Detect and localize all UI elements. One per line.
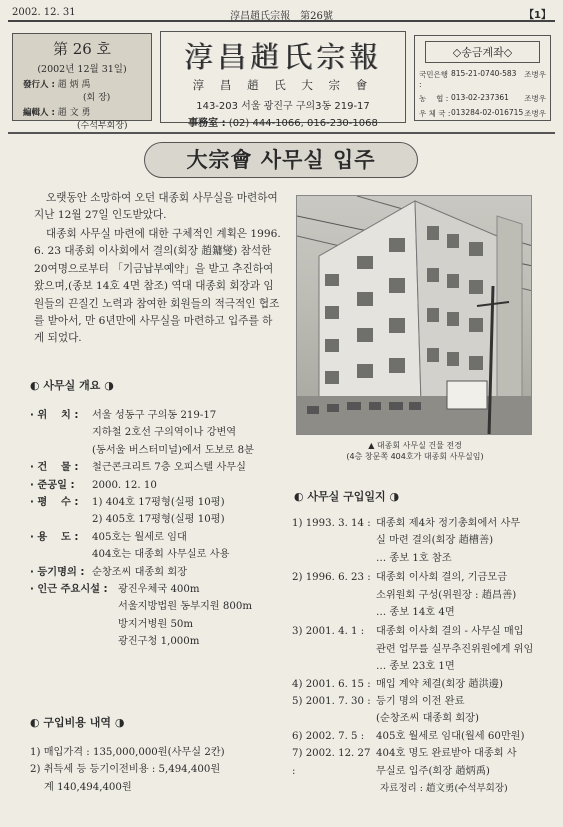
history-text: 등기 명의 이전 완료: [376, 696, 465, 708]
history-date: 4) 2001. 6. 15 :: [292, 678, 371, 690]
masthead-divider: [8, 132, 555, 134]
item-value: 순창조씨 대종회 회장: [92, 566, 188, 578]
item-value: 404호는 대종회 사무실로 사용: [92, 549, 230, 561]
bank-name: 국민은행 :: [419, 70, 448, 89]
office-address: 143-203 서울 광진구 구의3동 219-17: [196, 101, 370, 112]
history-item: [292, 745, 542, 780]
bank-row: [415, 91, 550, 106]
history-text: 무실로 입주(회장 趙炳禹): [376, 765, 490, 777]
history-text: 대종회 이사회 결의, 기금모금: [376, 572, 508, 584]
history-date: 6) 2002. 7. 5 :: [292, 730, 365, 742]
account-number: 013-02-237361: [451, 93, 509, 102]
intro-paragraph: 오랫동안 소망하여 오던 대종회 사무실을 마련하여 지난 12월 27일 인도받았다.: [34, 192, 278, 222]
cost-title: ◐ 구입비용 내역 ◑: [30, 716, 125, 729]
building-illustration: [297, 196, 532, 435]
overview-item: [30, 407, 290, 459]
item-value: (동서울 버스터미널)에서 도보로 8분: [92, 444, 254, 456]
item-value: 방지거병원 50m: [118, 618, 194, 630]
photo-caption-line: (4층 창문쪽 404호가 대종회 사무실임): [346, 452, 484, 461]
organization-name: 淳 昌 趙 氏 大 宗 會: [192, 78, 374, 92]
account-holder: 조병우: [524, 109, 546, 118]
remittance-heading: ◇송금계좌◇: [425, 41, 540, 63]
item-value: 2) 405호 17평형(실평 10평): [92, 514, 225, 526]
overview-list: [30, 407, 290, 651]
publisher-name: 趙 炳 禹: [57, 80, 91, 90]
history-date: 3) 2001. 4. 1 :: [292, 626, 365, 638]
history-text: 대종회 이사회 결의 - 사무실 매입: [376, 626, 524, 638]
history-text: 소위원회 구성(위원장 : 趙昌善): [376, 589, 517, 601]
item-label: · 용 도 :: [30, 531, 79, 543]
history-item: [292, 693, 542, 728]
editor-name: 趙 文 勇: [57, 108, 91, 118]
item-label: · 위 치 :: [30, 410, 79, 421]
header-title: 淳昌趙氏宗報 第26號: [230, 11, 333, 22]
overview-title: ◐ 사무실 개요 ◑: [30, 379, 114, 392]
newspaper-title: 淳昌趙氏宗報: [183, 40, 382, 74]
overview-item: [30, 494, 290, 529]
item-value: 서울지방법원 동부지원 800m: [118, 601, 252, 613]
issue-info-box: [12, 33, 152, 131]
publisher-label: 發行人 :: [23, 80, 55, 90]
issue-number: 第 26 호: [52, 40, 112, 58]
item-label: · 인근 주요시설 :: [30, 584, 108, 596]
item-label: · 건 물 :: [30, 462, 79, 474]
photo-caption-line: ▲ 대종회 사무실 건물 전경: [368, 441, 462, 450]
bank-name: 우 체 국 :: [419, 109, 451, 118]
cost-line: 1) 매입가격 : 135,000,000원(사무실 2칸): [30, 747, 225, 758]
bank-row: [415, 106, 550, 121]
history-text: 매입 계약 체결(회장 趙洪邊): [376, 678, 503, 690]
history-title: ◐ 사무실 구입일지 ◑: [294, 490, 400, 503]
item-label: · 평 수 :: [30, 497, 79, 509]
history-date: 1) 1993. 3. 14 :: [292, 518, 371, 529]
overview-item: [30, 529, 290, 564]
item-value: 철근콘크리트 7층 오피스텔 사무실: [92, 462, 246, 474]
article-headline: 大宗會 사무실 입주: [144, 142, 418, 178]
account-holder: 조병우: [524, 70, 546, 79]
history-text: (순창조씨 대종회 회장): [376, 713, 479, 725]
account-holder: 조병우: [524, 94, 546, 103]
history-text: 404호 명도 완료받아 대종회 사: [376, 748, 517, 760]
editor-role: (수석부회장): [77, 121, 128, 131]
cost-line: 2) 취득세 등 등기이전비용 : 5,494,400원: [30, 764, 221, 776]
item-value: 지하철 2호선 구의역이나 강변역: [92, 427, 237, 439]
account-number: 013284-02-016715: [451, 108, 524, 117]
item-label: · 준공일 :: [30, 479, 75, 491]
history-text: 대종회 제4차 정기총회에서 사무: [376, 518, 521, 529]
remittance-box: [414, 35, 551, 121]
page-header-bar: [8, 4, 555, 22]
history-text: 실 마련 결의(회장 趙槽善): [376, 535, 494, 547]
history-text: 관련 업무를 실무추진위원에게 위임: [376, 643, 534, 655]
bank-name: 농 협 :: [419, 94, 449, 103]
item-value: 광진구청 1,000m: [118, 636, 200, 648]
history-text: … 종보 14호 4면: [376, 607, 455, 619]
intro-paragraph: 대종회 사무실 마련에 대한 구체적인 계획은 1996. 6. 23 대종회 이사회에서 결의(회장 趙鏞燮) 참석한 20여명으로부터 「기금납부예약」을 받고 추진하여 왔으며,(종보 14호 4면 참조) 역대 대종회 회장과 임원들의 끈질긴 노력과 참여한 회원들의 적극적인 협조를 받아서, 만 6년만에 사무실을 마련하고 입주를 하게 되었다.: [34, 228, 281, 345]
history-date: 2) 1996. 6. 23 :: [292, 572, 371, 584]
overview-item: [30, 477, 290, 494]
editor-line: [13, 105, 151, 118]
office-phone: (02) 444-1066, 016-230-1068: [228, 118, 378, 129]
page-number: 【1】: [524, 10, 551, 21]
source-credit: 자료정리 : 趙文勇(수석부회장): [380, 783, 508, 794]
history-item: [292, 728, 542, 745]
publication-date: 2002. 12. 31: [12, 7, 76, 18]
editor-label: 編輯人 :: [23, 108, 55, 118]
building-photo: [296, 195, 532, 435]
history-item: [292, 623, 542, 675]
history-item: [292, 569, 542, 621]
history-list: [292, 515, 542, 780]
bank-row: [415, 67, 550, 91]
office-label: 事務室 :: [188, 118, 226, 129]
history-text: … 종보 23호 1면: [376, 661, 455, 673]
item-value: 서울 성동구 구의동 219-17: [92, 410, 217, 421]
photo-caption: [298, 440, 532, 462]
item-value: 2000. 12. 10: [92, 479, 157, 491]
item-value: 405호는 월세로 임대: [92, 531, 187, 543]
issue-date: (2002년 12월 31일): [37, 64, 127, 75]
publisher-line: [13, 77, 151, 90]
item-value: 1) 404호 17평형(실평 10평): [92, 497, 225, 509]
item-value: 광진우체국 400m: [118, 584, 200, 596]
history-text: … 종보 1호 참조: [376, 552, 452, 564]
history-item: [292, 515, 542, 567]
cost-total: 계 140,494,400원: [44, 781, 132, 793]
newspaper-name-box: [160, 31, 406, 129]
cost-list: [30, 744, 292, 796]
office-phone-line: [161, 114, 405, 129]
overview-item: [30, 564, 290, 581]
history-date: 7) 2002. 12. 27 :: [292, 748, 371, 777]
history-item: [292, 676, 542, 693]
history-date: 5) 2001. 7. 30 :: [292, 696, 371, 708]
overview-item: [30, 459, 290, 476]
publisher-role: (회 장): [83, 93, 111, 103]
item-label: · 등기명의 :: [30, 566, 85, 578]
account-number: 815-21-0740-583: [451, 69, 517, 78]
masthead: [8, 27, 555, 131]
overview-item: [30, 581, 290, 651]
history-text: 405호 월세로 임대(월세 60만원): [376, 730, 525, 742]
